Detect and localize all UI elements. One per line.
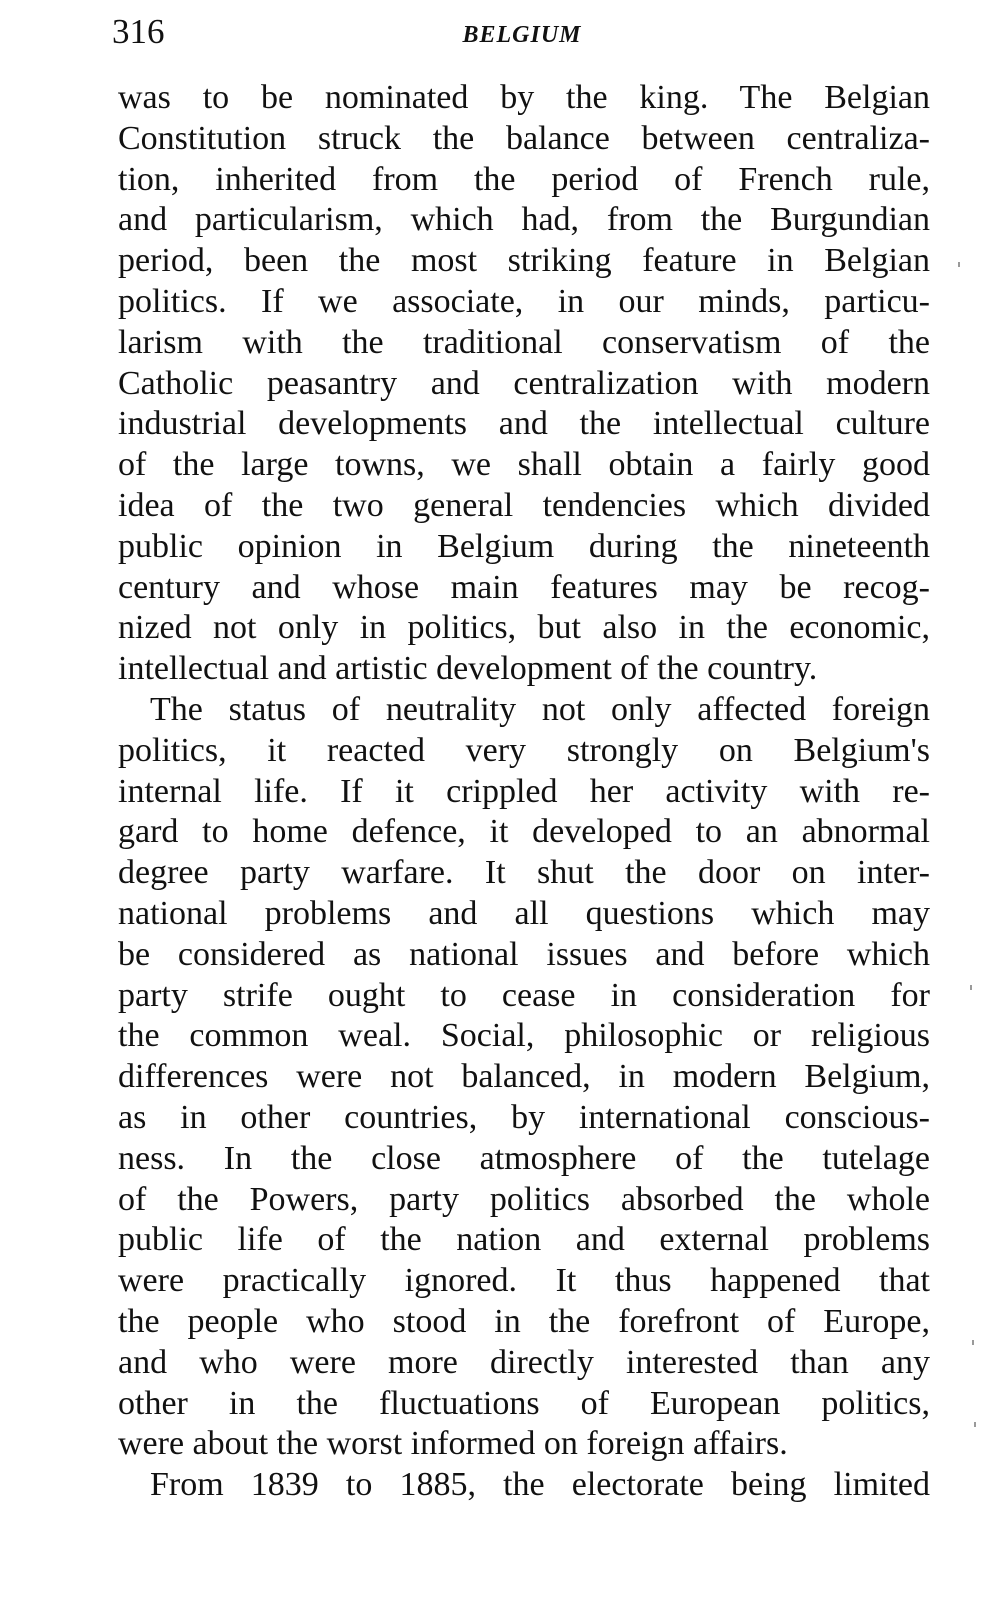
text-line: Constitution struck the balance between centraliza- <box>118 119 930 157</box>
text-line: century and whose main features may be recog- <box>118 568 930 606</box>
text-line: public life of the nation and external problems <box>118 1221 930 1259</box>
text-line: of the Powers, party politics absorbed the whole <box>118 1180 930 1218</box>
body-text <box>118 78 930 1506</box>
text-line: as in other countries, by international conscious- <box>118 1098 930 1136</box>
text-line: were about the worst informed on foreign affairs. <box>118 1425 788 1463</box>
page-number: 316 <box>112 12 165 51</box>
text-line: was to be nominated by the king. The Belgian <box>118 79 930 116</box>
paragraph-start-line: From 1839 to 1885, the electorate being limited <box>150 1466 930 1504</box>
text-line: Catholic peasantry and centralization with modern <box>118 364 930 402</box>
text-line: ness. In the close atmosphere of the tutelage <box>118 1139 930 1177</box>
running-head: BELGIUM <box>462 22 582 48</box>
print-speck <box>958 262 960 267</box>
text-line: larism with the traditional conservatism of the <box>118 323 930 361</box>
text-line: degree party warfare. It shut the door on inter- <box>118 854 930 892</box>
text-line: the common weal. Social, philosophic or religious <box>118 1017 930 1055</box>
text-line: intellectual and artistic development of the country. <box>118 650 818 688</box>
text-line: tion, inherited from the period of French rule, <box>118 160 930 198</box>
text-line: be considered as national issues and before which <box>118 935 930 973</box>
text-line: politics, it reacted very strongly on Belgium's <box>118 731 930 769</box>
text-line: other in the fluctuations of European politics, <box>118 1384 930 1422</box>
text-line: party strife ought to cease in consideration for <box>118 976 930 1014</box>
text-line: national problems and all questions which may <box>118 894 930 932</box>
text-line: and particularism, which had, from the Burgundian <box>118 201 930 239</box>
text-line: of the large towns, we shall obtain a fairly good <box>118 446 930 484</box>
text-line: the people who stood in the forefront of Europe, <box>118 1302 930 1340</box>
print-speck <box>974 1422 976 1427</box>
text-line: internal life. If it crippled her activity with re- <box>118 772 930 810</box>
text-line: gard to home defence, it developed to an abnormal <box>118 813 930 851</box>
text-line: period, been the most striking feature in Belgian <box>118 242 930 280</box>
text-line: industrial developments and the intellectual culture <box>118 405 930 443</box>
text-line: differences were not balanced, in modern Belgium, <box>118 1058 930 1096</box>
text-line: public opinion in Belgium during the nineteenth <box>118 527 930 565</box>
paragraph-start-line: The status of neutrality not only affected foreign <box>150 690 930 728</box>
text-line: idea of the two general tendencies which divided <box>118 486 930 524</box>
page-header <box>112 10 932 60</box>
text-line: nized not only in politics, but also in the economic, <box>118 609 930 647</box>
text-line: and who were more directly interested than any <box>118 1343 930 1381</box>
text-line: were practically ignored. It thus happened that <box>118 1262 930 1300</box>
print-speck <box>972 1340 974 1345</box>
text-line: politics. If we associate, in our minds, particu- <box>118 282 930 320</box>
print-speck <box>970 985 972 990</box>
